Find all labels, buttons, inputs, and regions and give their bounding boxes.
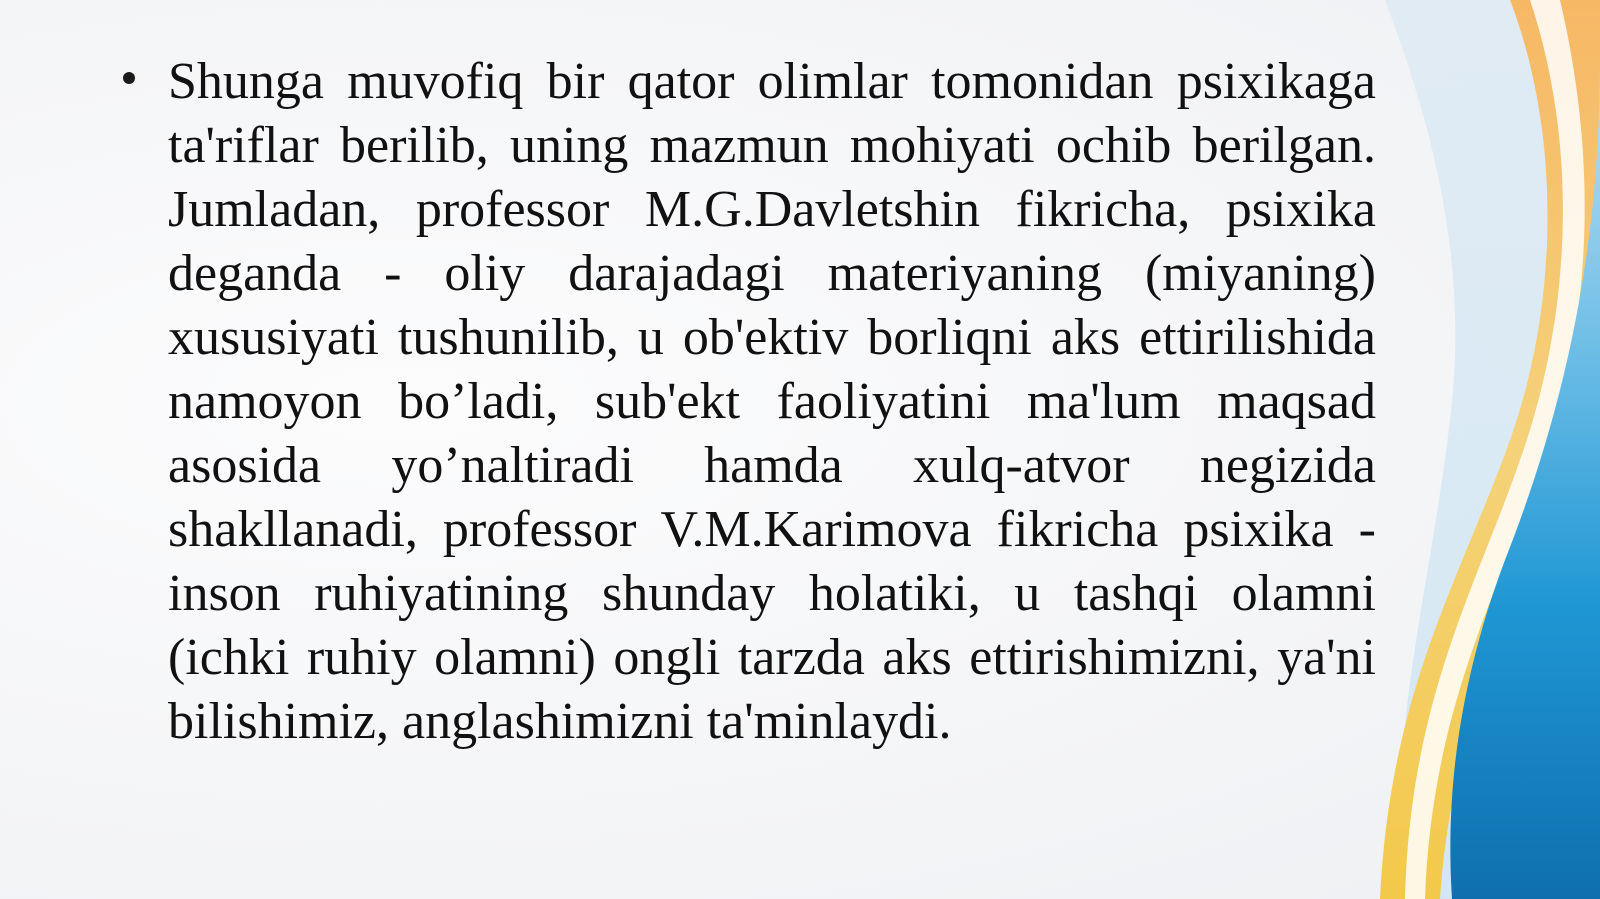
slide-content bbox=[118, 50, 1376, 754]
bullet-icon bbox=[123, 72, 135, 84]
bullet-item bbox=[118, 50, 1376, 754]
bullet-paragraph: Shunga muvofiq bir qator olimlar tomonidan psixikaga ta'riflar berilib, uning mazmun mohiyati ochib berilgan. Jumladan, professor M.G.Davletshin fikricha, psixika deganda - oliy darajadagi materiyaning (miyaning) xususiyati tushunilib, u ob'ektiv borliqni aks ettirilishida namoyon bo’ladi, sub'ekt faoliyatini ma'lum maqsad asosida yo’naltiradi hamda xulq-atvor negizida shakllanadi, professor V.M.Karimova fikricha psixika - inson ruhiyatining shunday holatiki, u tashqi olamni (ichki ruhiy olamni) ongli tarzda aks ettirishimizni, ya'ni bilishimiz, anglashimizni ta'minlaydi. bbox=[168, 53, 1376, 750]
